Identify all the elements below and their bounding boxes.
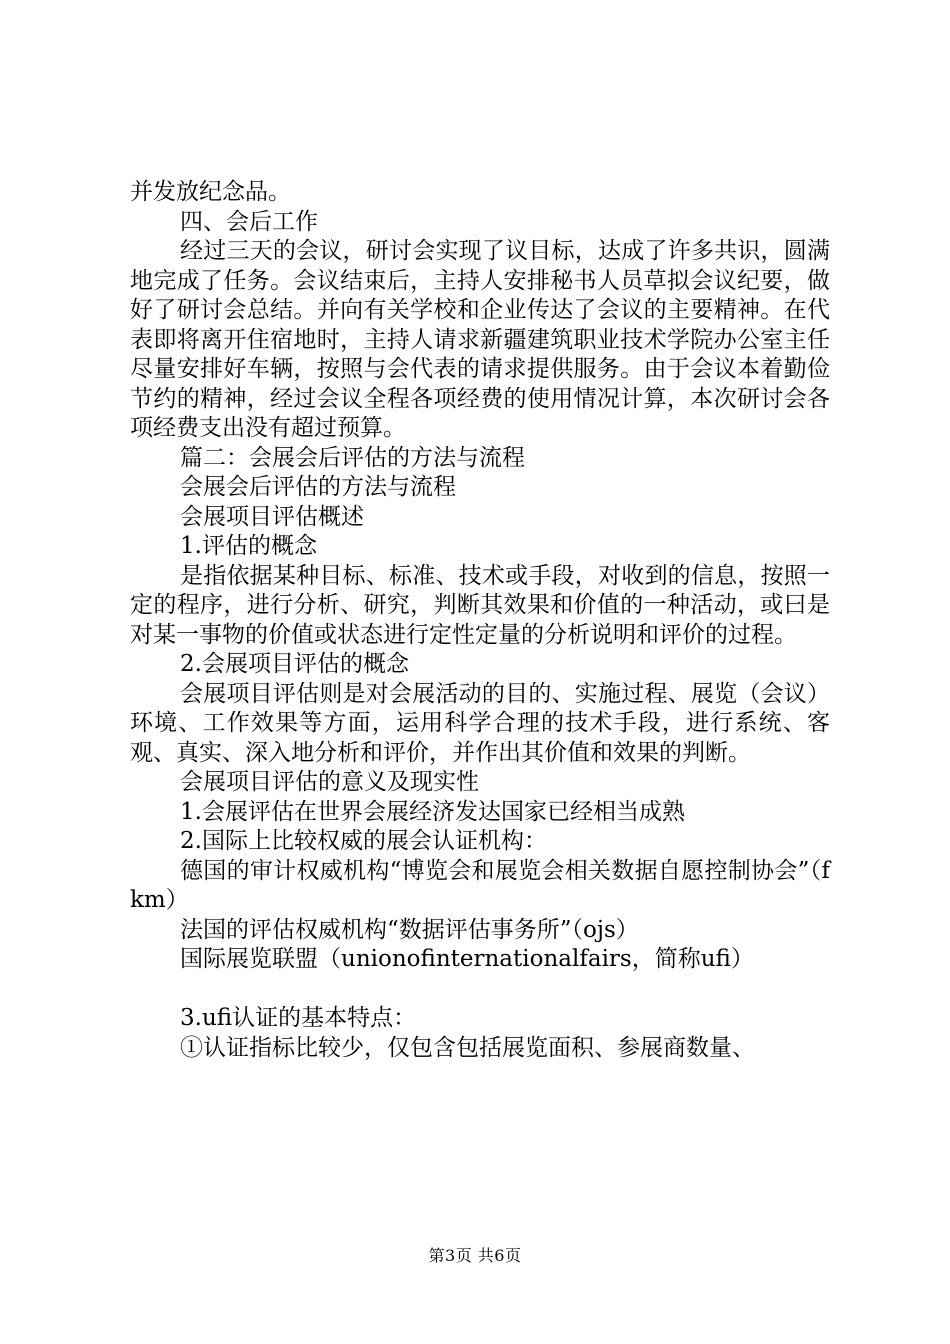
section-heading: 会展会后评估的方法与流程 [180, 474, 456, 500]
list-item: 2.国际上比较权威的展会认证机构： [180, 828, 547, 854]
list-item: 2.会展项目评估的概念 [180, 651, 409, 677]
paragraph: 德国的审计权威机构“博览会和展览会相关数据自愿控制协会”（fkm） [130, 857, 830, 913]
section-heading: 四、会后工作 [180, 208, 318, 235]
paragraph: 是指依据某种目标、标准、技术或手段，对收到的信息，按照一定的程序，进行分析、研究，判断其效果和价值的一种活动，或曰是对某一事物的价值或状态进行定性定量的分析说明和评价的过程。 [130, 562, 830, 648]
paragraph: 法国的评估权威机构“数据评估事务所”（ojs） [180, 916, 639, 943]
paragraph: ①认证指标比较少，仅包含包括展览面积、参展商数量、 [180, 1034, 755, 1061]
paragraph: 并发放纪念品。 [130, 179, 291, 205]
list-item: 1.会展评估在世界会展经济发达国家已经相当成熟 [180, 798, 685, 825]
paragraph: 会展项目评估则是对会展活动的目的、实施过程、展览（会议）环境、工作效果等方面，运用科学合理的技术手段，进行系统、客观、真实、深入地分析和评价，并作出其价值和效果的判断。 [130, 680, 830, 766]
section-heading: 篇二：会展会后评估的方法与流程 [180, 444, 525, 471]
section-heading: 会展项目评估概述 [180, 503, 364, 530]
paragraph: 国际展览联盟（unionofinternationalfairs，简称ufi） [180, 946, 754, 972]
list-item: 1.评估的概念 [180, 533, 317, 559]
paragraph: 经过三天的会议，研讨会实现了议目标，达成了许多共识，圆满地完成了任务。会议结束后，主持人安排秘书人员草拟会议纪要，做好了研讨会总结。并向有关学校和企业传达了会议的主要精神。在代表即将离开住宿地时，主持人请求新疆建筑职业技术学院办公室主任尽量安排好车辆，按照与会代表的请求提供服务。由于会议本着勤俭节约的精神，经过会议全程各项经费的使用情况计算，本次研讨会各项经费支出没有超过预算。 [130, 238, 830, 441]
blank-line [130, 975, 830, 1005]
list-item: 3.ufi认证的基本特点： [180, 1005, 417, 1031]
section-heading: 会展项目评估的意义及现实性 [180, 769, 479, 795]
page-number-footer: 第3页 共6页 [428, 1246, 522, 1265]
document-body [130, 178, 830, 1063]
